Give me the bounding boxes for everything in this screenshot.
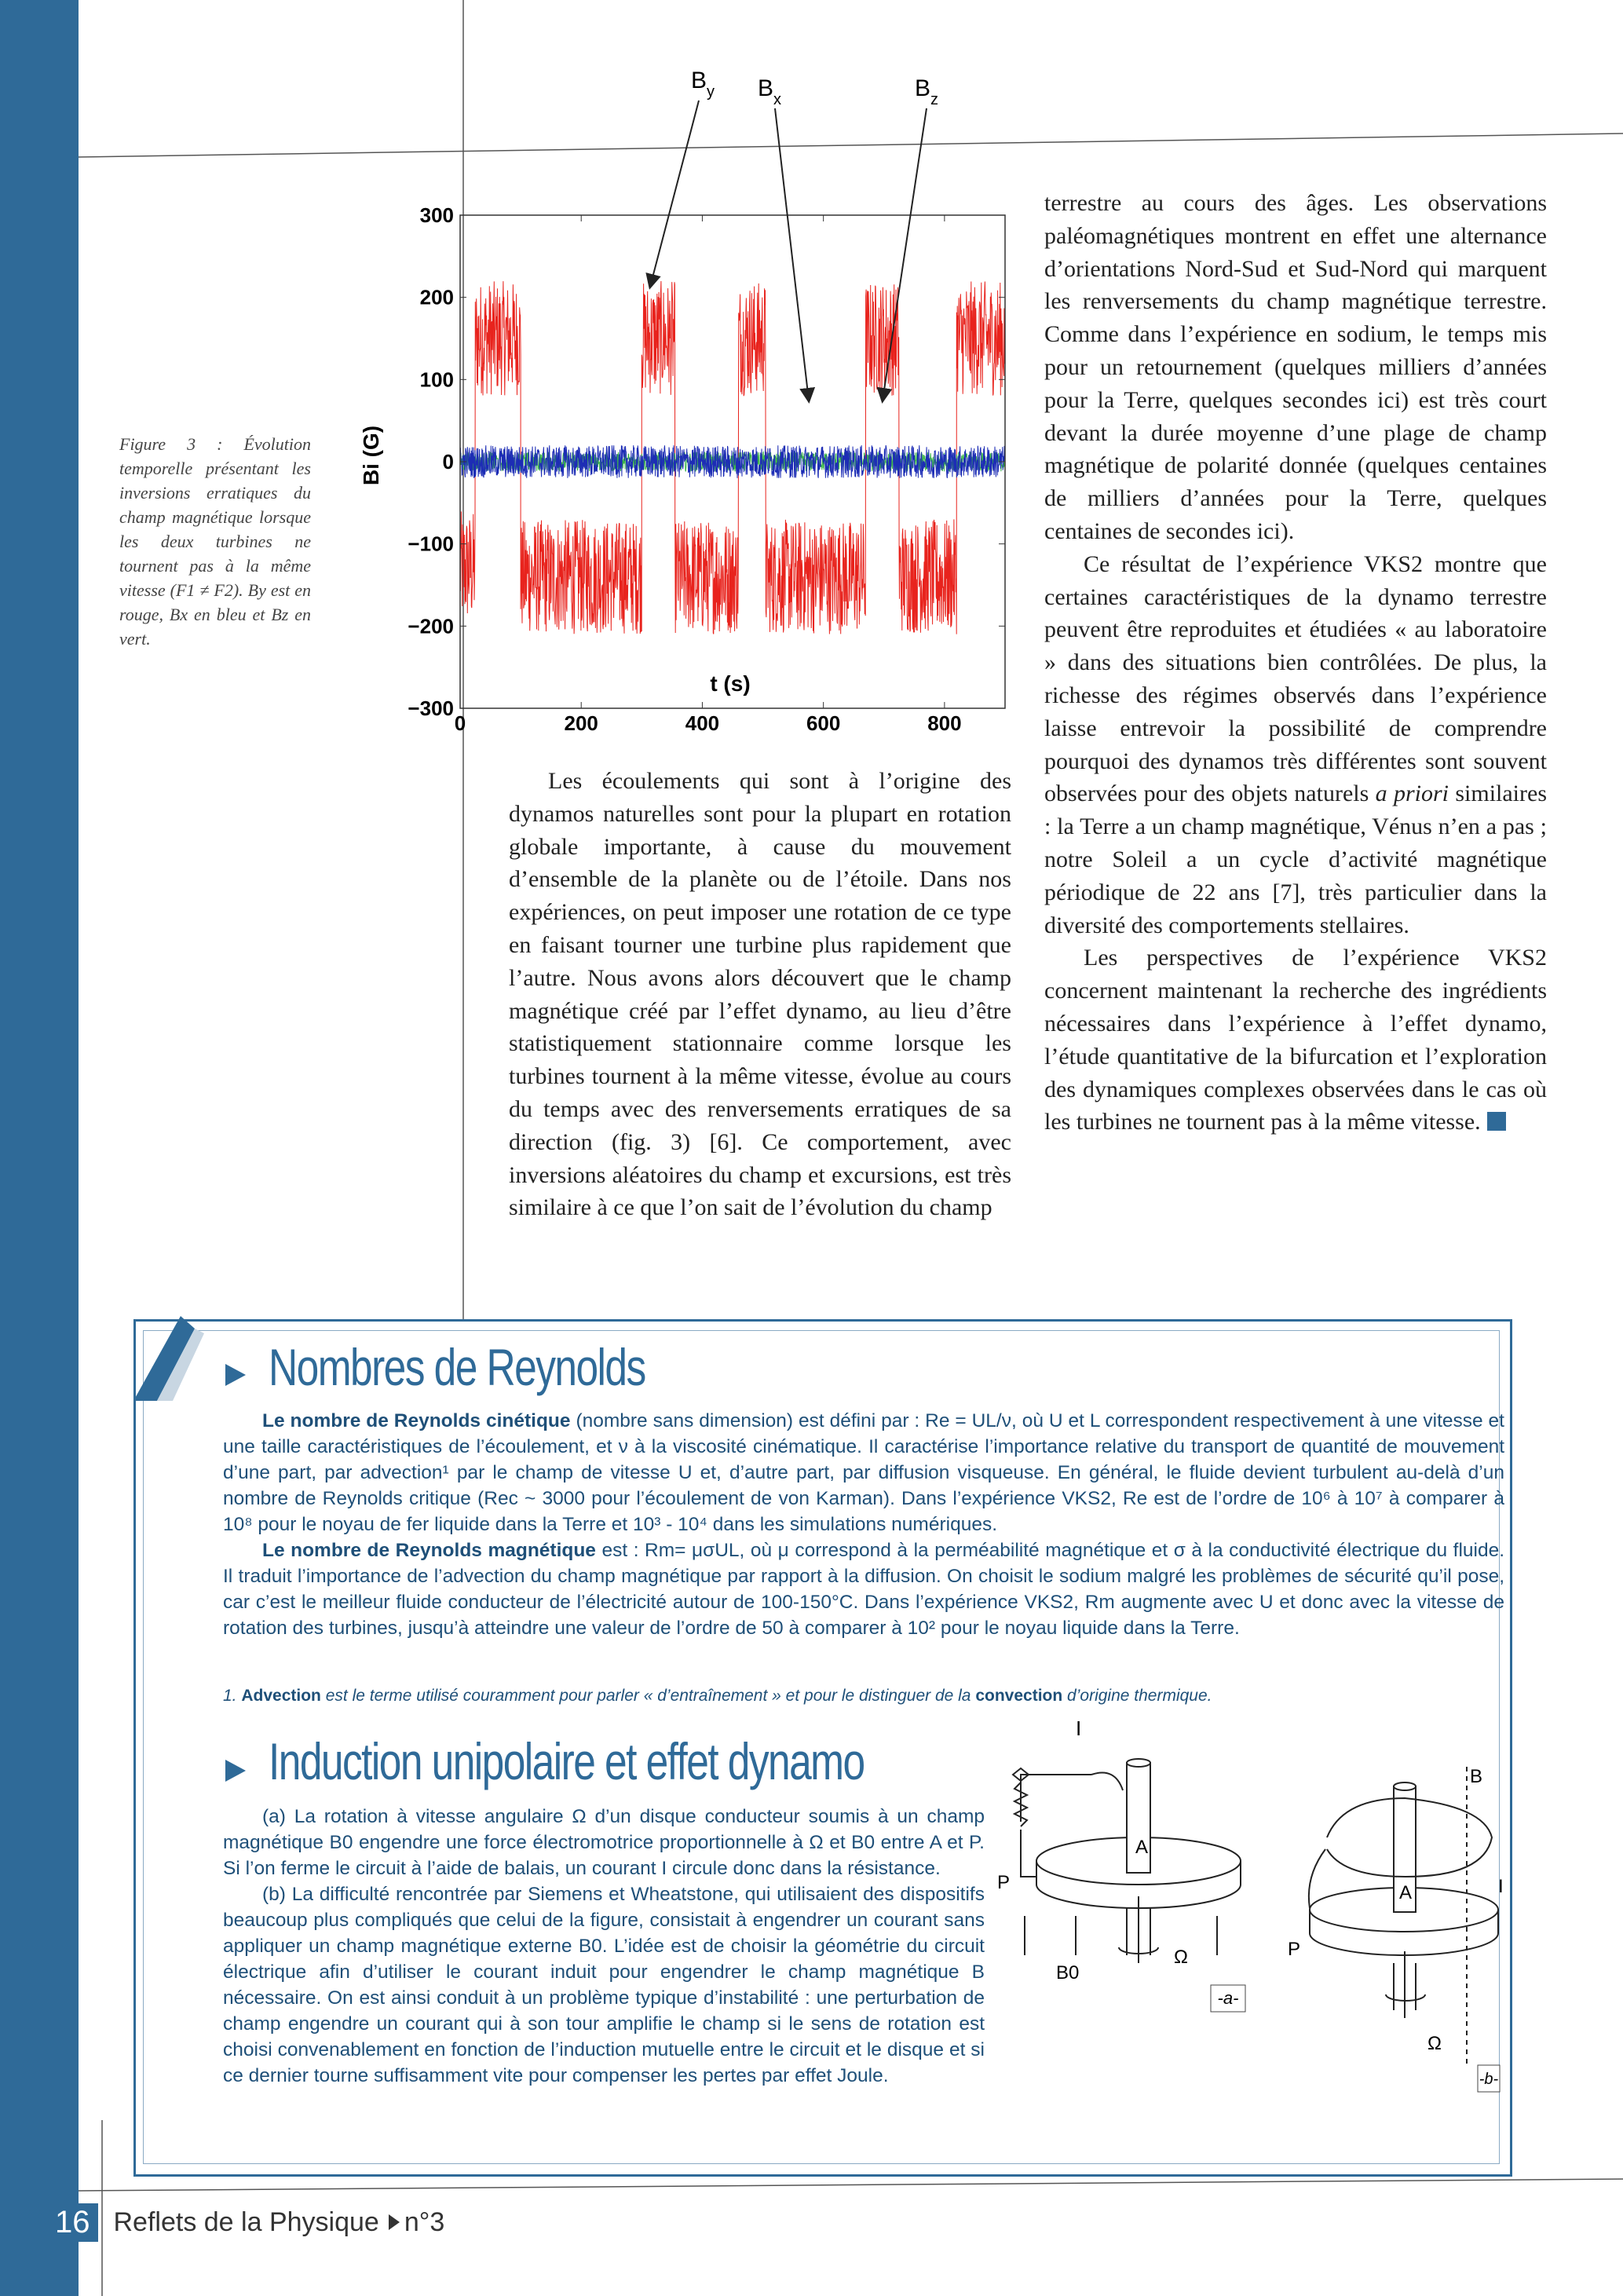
middle-paragraph-1: Les écoulements qui sont à l’origine des dynamos naturelles sont pour la plupart en rotation globale importante, à cause du mouvement d’ensemble de la planète ou de l’étoile. Dans nos expériences, on peut imposer une rotation de ce type en faisant tourner une turbine plus rapidement que l’autre. Nous avons alors découvert que le champ magnétique créé par l’effet dynamo, au lieu d’être statistiquement stationnaire comme lorsque les turbines tournent à la même vitesse, évolue au cours du temps avec des renversements erratiques de sa direction (fig. 3) [6]. Ce comportement, avec inversions aléatoires du champ et excursions, est très similaire à ce que l’on sait de l’évolution du champ [509,768,1011,1221]
footnote-number: 1. [223,1687,237,1705]
right-paragraph-3 [1044,941,1547,1139]
series-Bx [460,445,1005,478]
end-mark-icon [1487,1112,1506,1131]
x-tick-label: 200 [564,711,598,735]
footnote-advection-term: Advection [241,1687,321,1705]
diagram-label-I: I [1076,1717,1082,1740]
diagram-label-B: B [1470,1766,1483,1787]
y-tick-label: −100 [408,532,454,556]
annotation-By: $B_y$ [691,68,715,101]
y-tick-label: 0 [442,450,454,473]
induction-text [223,1804,985,2089]
field-reversal-chart [359,63,1036,735]
y-tick-label: 200 [419,285,454,309]
annotation-arrow-Bz [883,108,927,400]
middle-column [509,765,1011,1224]
box-corner-decoration [133,1316,228,1410]
p2-emphasis: a priori [1375,781,1449,807]
figure-caption: Figure 3 : Évolution temporelle présentant les inversions erratiques du champ magnétique lorsque les deux turbines ne tournent pas à la même vitesse (F1 ≠ F2). By est en rouge, Bx en bleu et Bz en vert. [119,434,311,649]
diagram-label-B0: B0 [1056,1962,1080,1983]
annotation-arrow-Bx [775,108,809,400]
plot-data [460,281,1005,634]
diagram-label-omega: Ω [1174,1947,1188,1968]
chart-svg [359,63,1036,735]
annotation-Bx: $B_x$ [758,75,782,108]
disc-b [1309,1767,1498,2065]
x-tick-label: 600 [806,711,841,735]
p3-text: Les perspectives de l’expérience VKS2 concernent maintenant la recherche des ingrédients nécessaires dans l’expérience à l’effet dynamo, l’étude quantitative de la bifurcation et l’exploration des dynamiques complexes observées dans le cas où les turbines ne tournent pas à la même vitesse. [1044,945,1547,1135]
y-tick-label: 300 [419,203,454,227]
induction-paragraph-b: (b) La difficulté rencontrée par Siemens et Wheatstone, qui utilisaient des dispositifs beaucoup plus compliqués que celui de la figure, consistait à engendrer un courant sans appliquer un champ magnétique externe B0. L’idée est de choisir la géométrie du circuit électrique afin d’utiliser le courant induit pour engendrer le champ magnétique B nécessaire. On est ainsi conduit à un problème typique d’instabilité : une perturbation de champ engendre un courant qui à son tour amplifie le champ si le sens de rotation est choisi convenablement en fonction de l’induction mutuelle entre le circuit et le disque et si ce dernier tourne suffisamment vite pour compenser les pertes par effet Joule. [223,1884,985,2086]
page-footer [47,2199,444,2246]
annotation-arrow-By [650,101,699,287]
reynolds-kinetic-text: (nombre sans dimension) est défini par : Re = UL/ν, où U et L correspondent respectivement à une vitesse et une taille caractéristiques de l’écoulement, et ν à la viscosité cinématique. Il caractérise l’importance relative du transport de quantité de mouvement d’une part, par advection¹ par le champ de vitesse U et, d’autre part, par diffusion visqueuse. En général, le fluide devient turbulent au-delà d’un nombre de Reynolds critique (Rec ~ 3000 pour l’écoulement de von Karman). Dans l’expérience VKS2, Re est de l’ordre de 10⁶ à 10⁷ à comparer à 10⁸ pour le noyau de fer liquide dans la Terre et 10³ - 10⁴ dans les simulations numériques. [223,1410,1504,1535]
diagram-label-omega-b: Ω [1427,2033,1442,2054]
p2-text-b: similaires : la Terre a un champ magnétique, Vénus n’en a pas ; notre Soleil a un cycle d’activité magnétique périodique de 22 ans [7], très particulier dans la diversité des comportements stellaires. [1044,781,1547,938]
reynolds-paragraph-1 [223,1408,1504,1537]
disc-a [1013,1759,1241,1963]
footnote-end: d’origine thermique. [1067,1687,1212,1705]
y-tick-label: 100 [419,367,454,392]
diagram-label-P: P [997,1872,1011,1893]
diagram-label-a: -a- [1217,1988,1239,2008]
y-tick-label: −300 [408,696,454,720]
right-paragraph-2 [1044,548,1547,942]
magazine-title: Reflets de la Physique [113,2206,379,2237]
reynolds-title-arrow-icon [225,1364,246,1386]
diagram-label-A-b: A [1399,1882,1413,1903]
induction-section-title: Induction unipolaire et effet dynamo [269,1732,865,1790]
diagram-label-A: A [1135,1837,1149,1858]
right-paragraph-1: terrestre au cours des âges. Les observations paléomagnétiques montrent en effet une alternance d’orientations Nord-Sud et Sud-Nord qui marquent les renversements du champ magnétique terrestre. Comme dans l’expérience en sodium, le temps mis pour un retournement (quelques milliers d’années pour la Terre, quelques secondes ici) est très court devant la durée moyenne d’une plage de champ magnétique de polarité donnée (quelques centaines de milliers d’années pour la Terre, quelques centaines de secondes ici). [1044,190,1547,544]
diagram-label-b: -b- [1479,2071,1499,2088]
x-axis-label: t (s) [710,671,751,696]
x-tick-label: 0 [454,711,466,735]
footnote-text: est le terme utilisé couramment pour parler « d’entraînement » et pour le distinguer de la [325,1687,971,1705]
diagram-label-P-b: P [1288,1939,1301,1960]
reynolds-magnetic-term: Le nombre de Reynolds magnétique [262,1540,596,1561]
y-tick-label: −200 [408,614,454,638]
induction-paragraph-a: (a) La rotation à vitesse angulaire Ω d’un disque conducteur soumis à un champ magnétique B0 engendre une force électromotrice proportionnelle à Ω et B0 entre A et P. Si l’on ferme le circuit à l’aide de balais, un courant I circule donc dans la résistance. [223,1806,985,1879]
advection-footnote [223,1687,1212,1706]
p2-text-a: Ce résultat de l’expérience VKS2 montre que certaines caractéristiques de la dynamo terrestre peuvent être reproduites et étudiées « au laboratoire » dans des situations bien contrôlées. De plus, la richesse des régimes observés dans l’expérience laisse entrevoir la possibilité de comprendre pourquoi des dynamos très différentes sont souvent observées pour des objets naturels [1044,550,1547,807]
reynolds-section-title: Nombres de Reynolds [269,1338,645,1396]
issue-number: n°3 [404,2206,445,2237]
reynolds-kinetic-term: Le nombre de Reynolds cinétique [262,1410,571,1431]
reynolds-text [223,1408,1504,1641]
reynolds-magnetic-text: est : Rm= μσUL, où μ correspond à la perméabilité magnétique et σ à la conductivité électrique du fluide. Il traduit l’importance de l’advection du champ magnétique par rapport à la diffusion. On choisit le sodium malgré les problèmes de sécurité qu’il pose, car c’est le meilleur fluide conducteur de l’électricité autour de 100-150°C. Dans l’expérience VKS2, Rm augmente avec U et donc avec la vitesse de rotation des turbines, jusqu’à atteindre une valeur de l’ordre de 50 à comparer à 10² pour le noyau liquide dans la Terre. [223,1540,1505,1639]
x-tick-label: 400 [685,711,720,735]
x-tick-label: 800 [927,711,962,735]
reynolds-paragraph-2 [223,1537,1504,1641]
page-number: 16 [47,2203,98,2242]
diagram-label-I-b: I [1498,1876,1504,1897]
footnote-convection-term: convection [975,1687,1063,1705]
dynamo-disc-diagram [997,1717,1504,2112]
induction-title-arrow-icon [225,1760,246,1782]
right-column [1044,187,1547,1139]
footer-arrow-icon [389,2214,400,2230]
y-axis-label: Bi (G) [359,425,383,486]
annotation-Bz: $B_z$ [915,75,939,108]
